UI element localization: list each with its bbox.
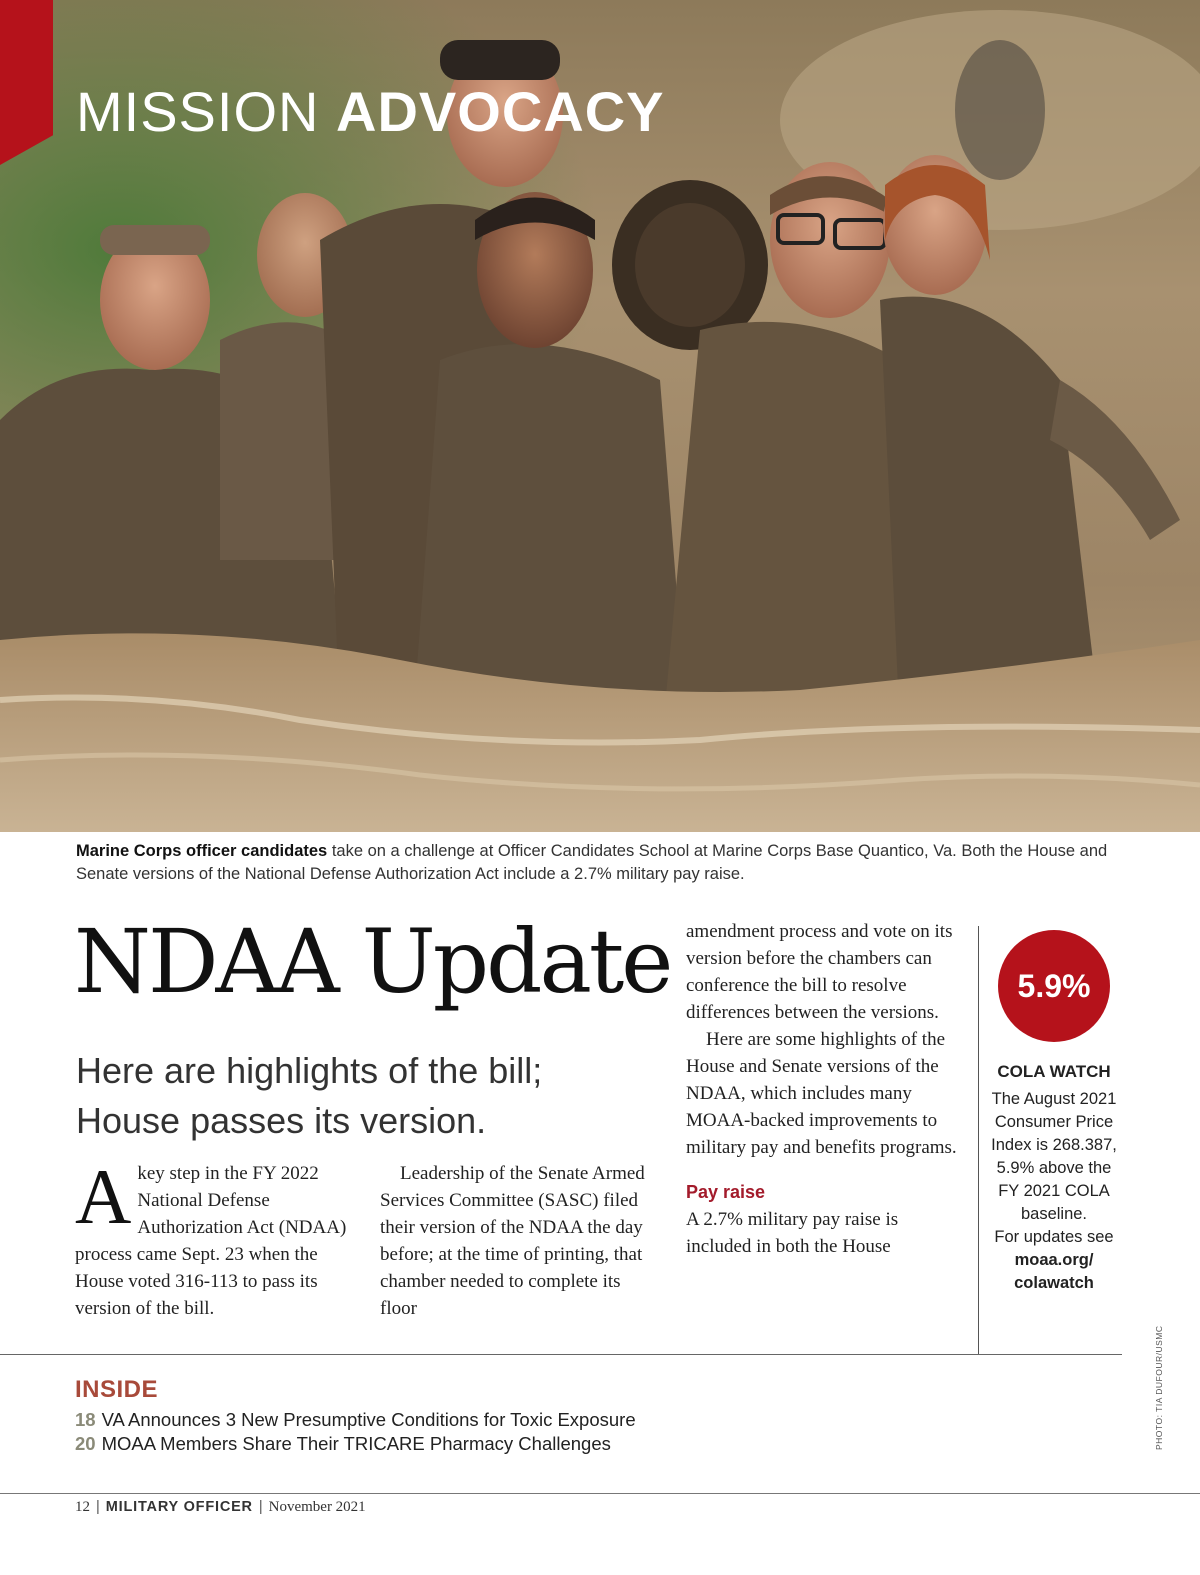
inside-item-label: MOAA Members Share Their TRICARE Pharmacy Challenges (101, 1433, 611, 1454)
caption-text: take on a challenge at Officer Candidates School at Marine Corps Base Quantico, Va. Both the House and Senate versions of the National Defense Authorization Act include a 2.7% military pay raise. (76, 842, 1108, 883)
inside-list (75, 1408, 636, 1456)
footer-separator: | (258, 1499, 263, 1515)
section-title-light: MISSION (76, 80, 320, 143)
article-paragraph-2b: amendment process and vote on its version before the chambers can conference the bill to resolve differences between the versions. (686, 921, 953, 1023)
inside-item-page: 18 (75, 1409, 96, 1430)
cola-body: The August 2021 Consumer Price Index is 268.387, 5.9% above the FY 2021 COLA baseline. (991, 1090, 1117, 1223)
footer-separator: | (96, 1499, 100, 1515)
inside-item[interactable] (75, 1408, 636, 1432)
article-paragraph-2a: Leadership of the Senate Armed Services Committee (SASC) filed their version of the NDAA the day before; at the time of printing, that chamber needed to complete its floor (380, 1163, 645, 1319)
article-subhead: Pay raise (686, 1182, 766, 1202)
article-column-2 (380, 1160, 662, 1322)
article-paragraph-3: Here are some highlights of the House and Senate versions of the NDAA, which includes many MOAA-backed improvements to military pay and benefits programs. (686, 1029, 957, 1158)
article-column-3 (686, 918, 968, 1260)
inside-divider (0, 1354, 1122, 1355)
photo-caption (76, 840, 1126, 886)
sidebar-divider (978, 926, 979, 1354)
drop-cap: A (75, 1153, 132, 1240)
inside-item-label: VA Announces 3 New Presumptive Conditions for Toxic Exposure (101, 1409, 636, 1430)
section-title-bold: ADVOCACY (336, 80, 665, 143)
page-number: 12 (75, 1499, 90, 1515)
article-column-1 (75, 1153, 357, 1322)
cola-badge: 5.9% (998, 930, 1110, 1042)
section-title (76, 80, 665, 143)
inside-item[interactable] (75, 1432, 636, 1456)
paragraph-1-text: key step in the FY 2022 National Defense Authorization Act (NDAA) process came Sept. 23 when the House voted 316-113 to pass its version of the bill. (75, 1163, 347, 1319)
cola-link[interactable]: moaa.org/ colawatch (1014, 1251, 1094, 1292)
cola-updates-prefix: For updates see (994, 1228, 1114, 1246)
article-headline: NDAA Update (74, 910, 671, 1013)
inside-item-page: 20 (75, 1433, 96, 1454)
caption-lead: Marine Corps officer candidates (76, 842, 328, 860)
page-footer (75, 1499, 366, 1516)
article-deck: Here are highlights of the bill; House passes its version. (76, 1050, 543, 1141)
cola-watch-sidebar (986, 930, 1122, 1295)
issue-date: November 2021 (268, 1499, 366, 1515)
photo-credit: PHOTO: TIA DUFOUR/USMC (1154, 1325, 1164, 1450)
magazine-name: MILITARY OFFICER (105, 1499, 253, 1515)
article-paragraph-4: A 2.7% military pay raise is included in both the House (686, 1209, 899, 1257)
cola-title: COLA WATCH (997, 1062, 1111, 1081)
article-paragraph-1 (75, 1153, 357, 1322)
inside-title: INSIDE (75, 1376, 159, 1403)
footer-divider (0, 1493, 1200, 1494)
